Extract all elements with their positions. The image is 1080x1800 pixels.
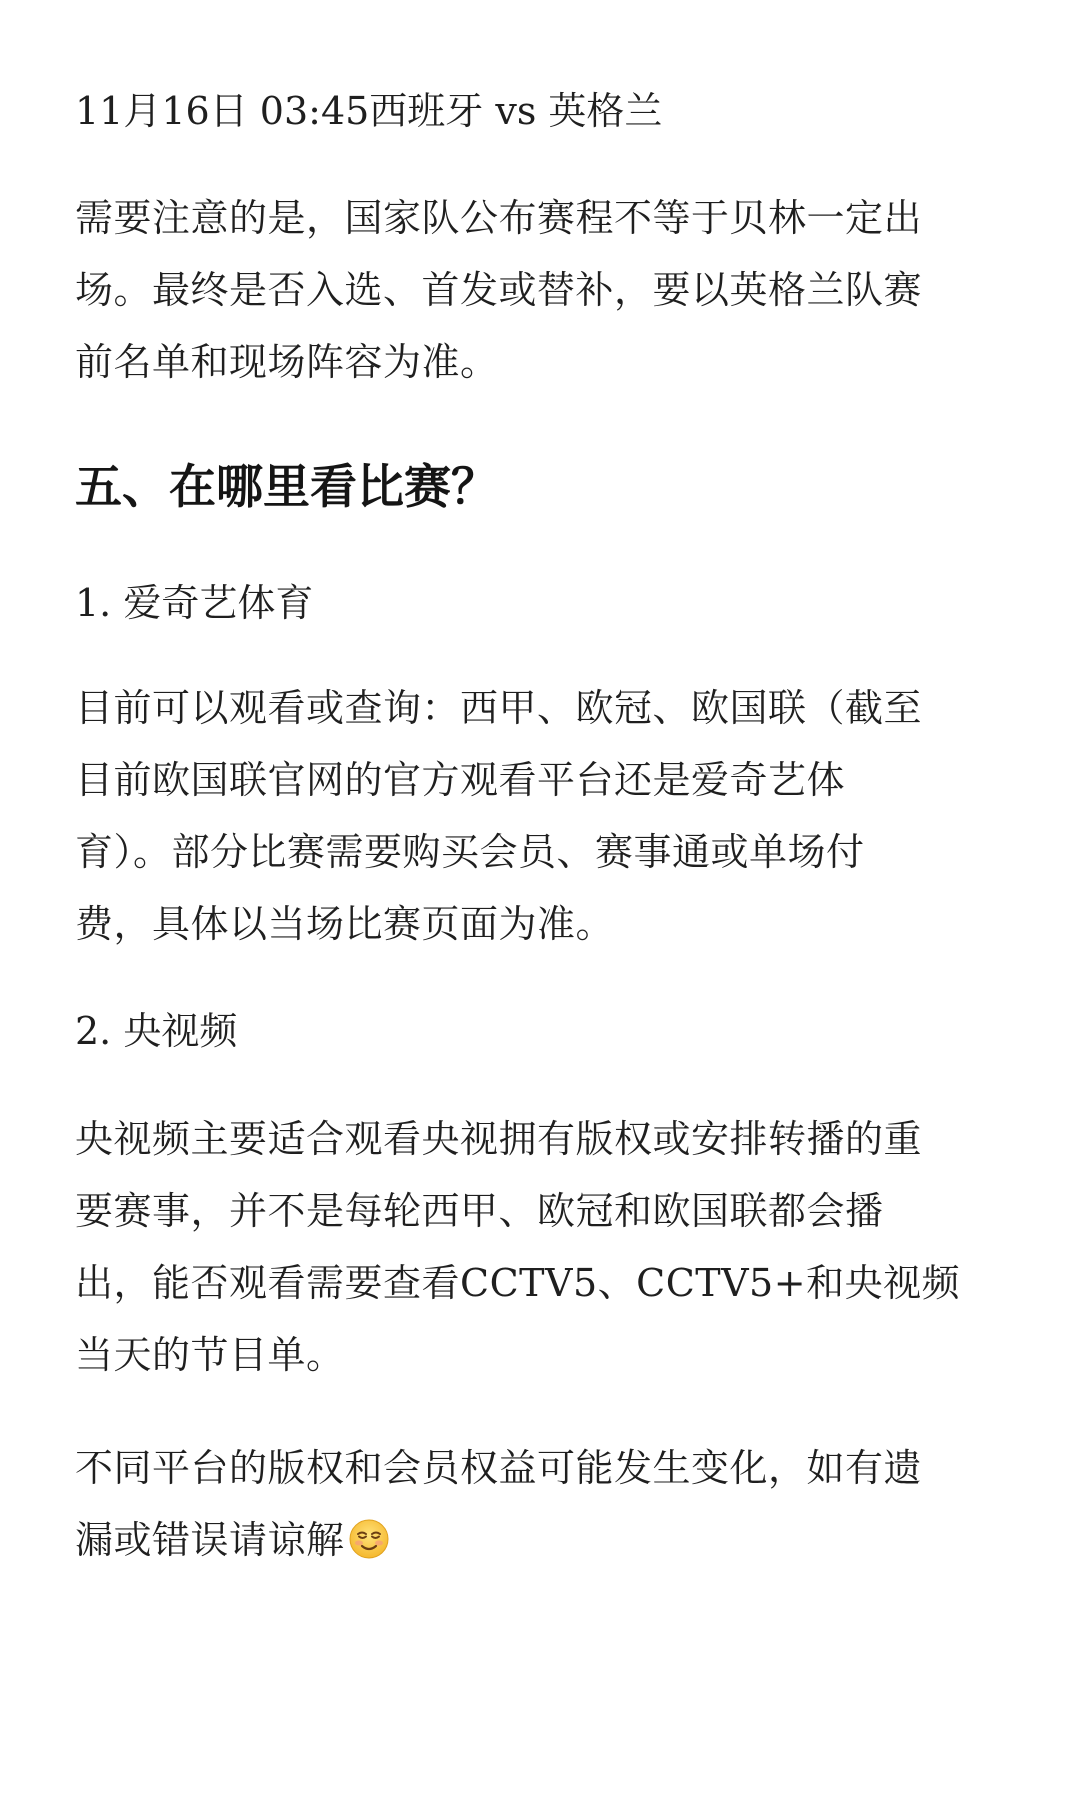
note-paragraph <box>75 182 922 398</box>
paragraph-line: 育）。部分比赛需要购买会员、赛事通或单场付 <box>75 830 865 874</box>
platform-cctv-title: 2. 央视频 <box>75 1009 238 1053</box>
platform-iqiyi-title: 1. 爱奇艺体育 <box>75 581 314 625</box>
paragraph-line: 不同平台的版权和会员权益可能发生变化，如有遗 <box>75 1446 923 1490</box>
paragraph-line: 需要注意的是，国家队公布赛程不等于贝林一定出 <box>75 196 923 240</box>
paragraph-line: 费，具体以当场比赛页面为准。 <box>75 902 615 946</box>
paragraph-line: 目前可以观看或查询：西甲、欧冠、欧国联（截至 <box>75 686 923 730</box>
match-schedule-line: 11月16日 03:45西班牙 vs 英格兰 <box>75 89 663 133</box>
platform-cctv-paragraph <box>75 1103 960 1391</box>
section-heading: 五、在哪里看比赛？ <box>75 460 498 515</box>
paragraph-line: 前名单和现场阵容为准。 <box>75 340 499 384</box>
paragraph-line: 要赛事，并不是每轮西甲、欧冠和欧国联都会播 <box>75 1189 884 1233</box>
paragraph-line <box>75 1504 922 1576</box>
disclaimer-last-line-text: 漏或错误请谅解 <box>75 1518 345 1562</box>
paragraph-line: 当天的节目单。 <box>75 1333 345 1377</box>
paragraph-line: 目前欧国联官网的官方观看平台还是爱奇艺体 <box>75 758 846 802</box>
smiling-face-icon <box>347 1517 391 1561</box>
paragraph-line: 场。最终是否入选、首发或替补，要以英格兰队赛 <box>75 268 923 312</box>
paragraph-line: 出，能否观看需要查看CCTV5、CCTV5+和央视频 <box>75 1261 961 1305</box>
disclaimer-paragraph <box>75 1432 922 1576</box>
paragraph-line: 央视频主要适合观看央视拥有版权或安排转播的重 <box>75 1117 923 1161</box>
platform-iqiyi-paragraph <box>75 672 922 960</box>
